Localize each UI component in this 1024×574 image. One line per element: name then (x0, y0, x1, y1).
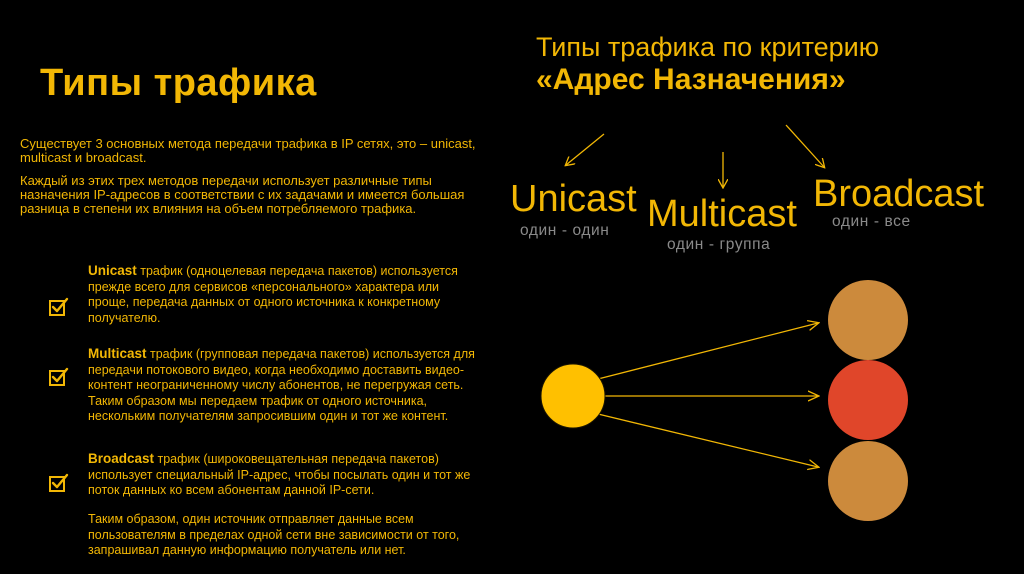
type-multicast-label: Multicast (647, 193, 797, 235)
arrow-icon (566, 134, 604, 165)
bullet-unicast (88, 263, 478, 326)
bullet-broadcast (88, 451, 478, 499)
summary-paragraph: Таким образом, один источник отправляет данные всем пользователям в пределах одной сети вне зависимости от того, запрашивал данную информацию получатель или нет. (88, 512, 460, 557)
bullet-text: трафик (одноцелевая передача пакетов) используется прежде всего для сервисов «персонального» характера или проще, передача данных от одного источника к конкретному получателю. (88, 264, 458, 325)
arrow-icon (786, 125, 824, 167)
receiver-circle-bottom (828, 441, 908, 521)
intro-paragraph-1: Существует 3 основных метода передачи трафика в IP сетях, это – unicast, multicast и broadcast. (20, 136, 476, 165)
checkbox-check-icon (48, 366, 70, 388)
bullet-keyword: Unicast (88, 263, 137, 278)
diagram-heading-line2: «Адрес Назначения» (536, 63, 846, 97)
type-unicast-sub: один - один (520, 222, 610, 239)
type-multicast-sub: один - группа (667, 236, 771, 253)
type-broadcast-sub: один - все (832, 213, 911, 230)
arrow-icon (598, 323, 818, 379)
type-unicast-label: Unicast (510, 178, 637, 220)
bullet-text: трафик (групповая передача пакетов) используется для передачи потокового видео, когда необходимо доставить видео-контент неограниченному числу абонентов, не перегружая сеть. Таким образом мы передаем трафик от одного источника, нескольким получателям запросившим один и тот же контент. (88, 347, 475, 423)
receiver-circle-top (828, 280, 908, 360)
diagram-heading (536, 32, 956, 98)
bullet-keyword: Multicast (88, 346, 147, 361)
type-broadcast-label: Broadcast (813, 173, 985, 215)
checkbox-check-icon (48, 472, 70, 494)
receiver-circle-middle (828, 360, 908, 440)
page-title: Типы трафика (40, 62, 317, 104)
bullet-text: трафик (широковещательная передача пакетов) использует специальный IP-адрес, чтобы посылать один и тот же поток данных ко всем абонентам данной IP-сети. (88, 452, 471, 497)
arrow-icon (598, 414, 818, 467)
checkbox-check-icon (48, 296, 70, 318)
bullet-multicast (88, 346, 478, 425)
intro-paragraph-2: Каждый из этих трех методов передачи использует различные типы назначения IP-адресов в соответствии с их задачами и имеется большая разница в степени их влияния на объем потребляемого трафика. (20, 173, 465, 216)
diagram-heading-line1: Типы трафика по критерию (536, 32, 880, 62)
bullet-keyword: Broadcast (88, 451, 155, 466)
source-circle (541, 364, 605, 428)
